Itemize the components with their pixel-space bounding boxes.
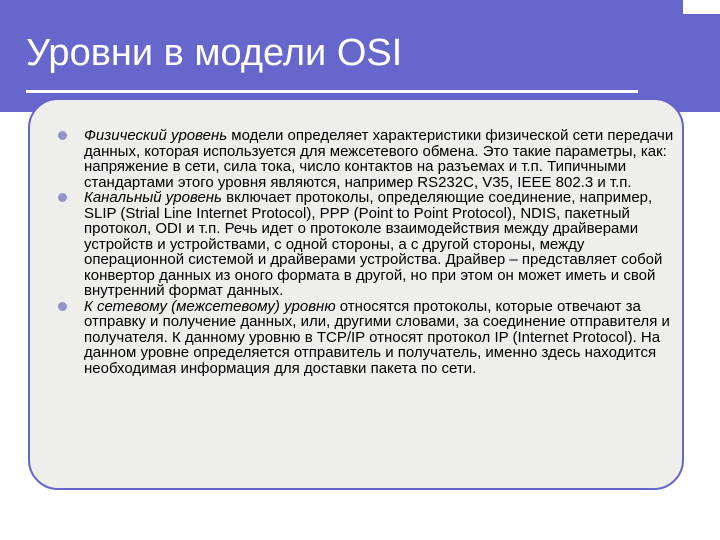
bullet-list: [58, 128, 678, 376]
bullet-icon: [58, 131, 67, 140]
bullet-text: [84, 128, 678, 190]
bullet-item-data-link-layer: [58, 190, 678, 299]
bullet-term: Канальный уровень: [84, 189, 222, 206]
bullet-text: [84, 190, 678, 299]
bullet-icon: [58, 302, 67, 311]
bullet-item-network-layer: [58, 299, 678, 377]
bullet-item-physical-layer: [58, 128, 678, 190]
corner-decoration: [683, 0, 720, 14]
bullet-icon: [58, 193, 67, 202]
bullet-body: включает протоколы, определяющие соединение, например, SLIP (Strial Line Internet Protocol), PPP (Point to Point Protocol), NDIS, пакетный протокол, ODI и т.п. Речь идет о протоколе взаимодействия между драйверами устройств и устройствами, с одной стороны, а с другой стороны, между операционной системой и драйверами устройства. Драйвер – представляет собой конвертор данных из оного формата в другой, но при этом он может иметь и свой внутренний формат данных.: [84, 189, 663, 299]
bullet-term: К сетевому (межсетевому) уровню: [84, 297, 336, 315]
bullet-body: модели определяет характеристики физической сети передачи данных, которая используется для межсетевого обмена. Это такие параметры, как: напряжение в сети, сила тока, число контактов на разъемах и т.п. Типичными стандартами этого уровня являются, например RS232C, V35, IEEE 802.3 и т.п.: [84, 127, 674, 191]
bullet-body: относятся протоколы, которые отвечают за отправку и получение данных, или, другими словами, за соединение отправителя и получателя. К данному уровню в TCP/IP относят протокол IP (Internet Protocol). На данном уровне определяется отправитель и получатель, именно здесь находится необходимая информация для доставки пакета по сети.: [84, 297, 670, 377]
slide-title: Уровни в модели OSI: [26, 32, 403, 74]
title-underline: [26, 90, 638, 93]
bullet-term: Физический уровень: [84, 127, 228, 144]
bullet-text: [84, 299, 678, 377]
